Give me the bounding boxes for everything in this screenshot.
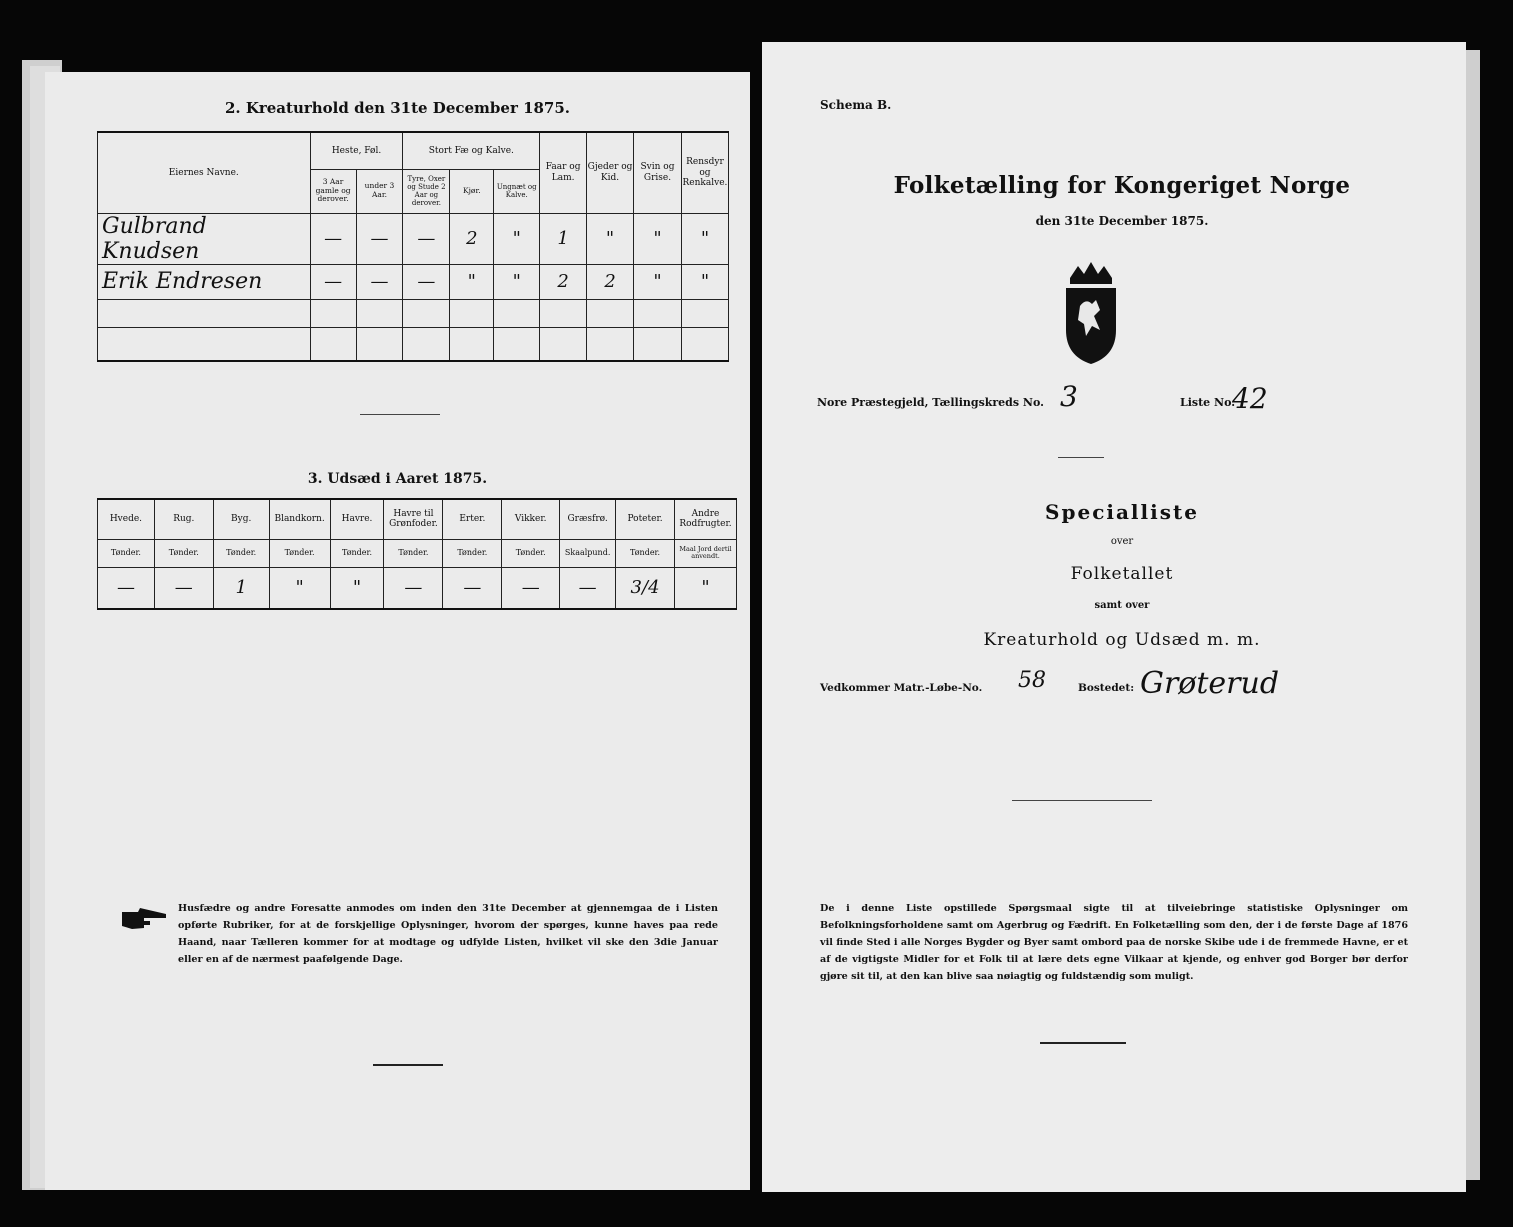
cell: — — [502, 567, 560, 609]
matr-label: Vedkommer Matr.-Løbe-No. — [820, 682, 983, 694]
table-row — [98, 299, 729, 327]
sowing-table — [97, 498, 737, 610]
unit: Skaalpund. — [560, 539, 616, 567]
divider — [1040, 1042, 1126, 1044]
cell: — — [560, 567, 616, 609]
parish-label: Nore Præstegjeld, Tællingskreds No. — [817, 396, 1044, 409]
unit: Maal Jord dertil anvendt. — [674, 539, 736, 567]
cell: " — [681, 264, 728, 299]
divider — [373, 1064, 443, 1066]
unit: Tønder. — [213, 539, 269, 567]
heste-sub-1: 3 Aar gamle og derover. — [310, 169, 356, 213]
schema-label: Schema B. — [820, 98, 892, 112]
unit: Tønder. — [502, 539, 560, 567]
owner-header: Eiernes Navne. — [98, 132, 311, 213]
unit: Tønder. — [330, 539, 384, 567]
cell: " — [587, 213, 634, 264]
table-row — [98, 213, 729, 264]
divider — [360, 414, 440, 415]
bosted-value: Grøterud — [1140, 666, 1280, 701]
cell: 2 — [540, 264, 587, 299]
cell: " — [634, 264, 682, 299]
heste-sub-2: under 3 Aar. — [356, 169, 403, 213]
cell: " — [494, 213, 540, 264]
cell: 1 — [540, 213, 587, 264]
info-text: De i denne Liste opstillede Spørgsmaal sigte til at tilveiebringe statistiske Oplysninger om Befolkningsforholdene samt om Agerbrug og Fædrift. En Folketælling som den, der i de første Dage af 1876 vil finde Sted i alle Norges Bygder og Byer samt ombord paa de norske Skibe ude i de fremmede Havne, er et af de vigtigste Midler for et Folk til at lære dets egne Vilkaar at kjende, og enhver god Borger bør derfor gjøre sit til, at den kan blive saa nøiagtig og fuldstændig som muligt. — [820, 903, 1408, 982]
unit: Tønder. — [154, 539, 213, 567]
date-line: den 31te December 1875. — [1035, 214, 1209, 228]
cell: — — [310, 213, 356, 264]
cell: — — [310, 264, 356, 299]
over-label: over — [1110, 536, 1134, 547]
unit: Tønder. — [98, 539, 155, 567]
erter-header: Erter. — [443, 499, 502, 539]
owner-name: Erik Endresen — [98, 264, 311, 299]
cell: 1 — [213, 567, 269, 609]
norway-coat-of-arms-icon — [1056, 260, 1126, 366]
section2-title: 2. Kreaturhold den 31te December 1875. — [224, 99, 571, 117]
owner-name: Gulbrand Knudsen — [98, 213, 311, 264]
cell: 2 — [450, 213, 494, 264]
havre-gronfoder-header: Havre til Grønfoder. — [384, 499, 443, 539]
liste-label: Liste No. — [1180, 396, 1236, 409]
faar-header: Faar og Lam. — [540, 132, 587, 213]
right-page — [762, 42, 1466, 1192]
hvede-header: Hvede. — [98, 499, 155, 539]
kreaturhold-heading: Kreaturhold og Udsæd m. m. — [983, 630, 1261, 650]
livestock-table — [97, 131, 729, 362]
cell: " — [450, 264, 494, 299]
pointing-hand-icon — [120, 906, 168, 932]
vikker-header: Vikker. — [502, 499, 560, 539]
table-row — [98, 327, 729, 361]
main-title: Folketælling for Kongeriget Norge — [893, 172, 1351, 199]
section3-title: 3. Udsæd i Aaret 1875. — [307, 471, 488, 487]
svin-header: Svin og Grise. — [634, 132, 682, 213]
unit: Tønder. — [384, 539, 443, 567]
table-row — [98, 264, 729, 299]
cell: — — [356, 264, 403, 299]
cell: " — [634, 213, 682, 264]
cell: " — [681, 213, 728, 264]
poteter-header: Poteter. — [616, 499, 675, 539]
gjeder-header: Gjeder og Kid. — [587, 132, 634, 213]
stort-sub-3: Ungnæt og Kalve. — [494, 169, 540, 213]
rensdyr-header: Rensdyr og Renkalve. — [681, 132, 728, 213]
unit: Tønder. — [616, 539, 675, 567]
samt-over-label: samt over — [1094, 600, 1150, 611]
stort-sub-2: Kjør. — [450, 169, 494, 213]
blandkorn-header: Blandkorn. — [269, 499, 330, 539]
matr-number: 58 — [1018, 668, 1046, 693]
cell: — — [443, 567, 502, 609]
cell: — — [98, 567, 155, 609]
cell: " — [269, 567, 330, 609]
unit: Tønder. — [443, 539, 502, 567]
andre-header: Andre Rodfrugter. — [674, 499, 736, 539]
stort-sub-1: Tyre, Oxer og Stude 2 Aar og derover. — [403, 169, 450, 213]
notice-text: Husfædre og andre Foresatte anmodes om inden den 31te December at gjennemgaa de i Listen opførte Rubriker, for at de forskjellige Oplysninger, hvorom der spørges, kunne haves paa rede Haand, naar Tælleren kommer for at modtage og udfylde Listen, hvilket vil ske den 3die Januar eller en af de nærmest paafølgende Dage. — [178, 903, 718, 965]
cell: — — [403, 213, 450, 264]
divider — [1012, 800, 1152, 801]
cell: — — [154, 567, 213, 609]
stort-header: Stort Fæ og Kalve. — [403, 132, 540, 169]
rug-header: Rug. — [154, 499, 213, 539]
folketallet-heading: Folketallet — [1070, 564, 1174, 584]
unit: Tønder. — [269, 539, 330, 567]
divider — [1058, 457, 1104, 458]
cell: 3/4 — [616, 567, 675, 609]
tellingskreds-number: 3 — [1060, 380, 1078, 413]
graesfro-header: Græsfrø. — [560, 499, 616, 539]
left-page — [45, 72, 750, 1190]
specialliste-heading: Specialliste — [1045, 500, 1199, 524]
cell: " — [674, 567, 736, 609]
cell: " — [494, 264, 540, 299]
bosted-label: Bostedet: — [1078, 682, 1135, 694]
byg-header: Byg. — [213, 499, 269, 539]
heste-header: Heste, Føl. — [310, 132, 403, 169]
table-row — [98, 567, 737, 609]
havre-header: Havre. — [330, 499, 384, 539]
cell: — — [384, 567, 443, 609]
cell: " — [330, 567, 384, 609]
cell: 2 — [587, 264, 634, 299]
liste-number: 42 — [1232, 382, 1268, 415]
cell: — — [356, 213, 403, 264]
cell: — — [403, 264, 450, 299]
